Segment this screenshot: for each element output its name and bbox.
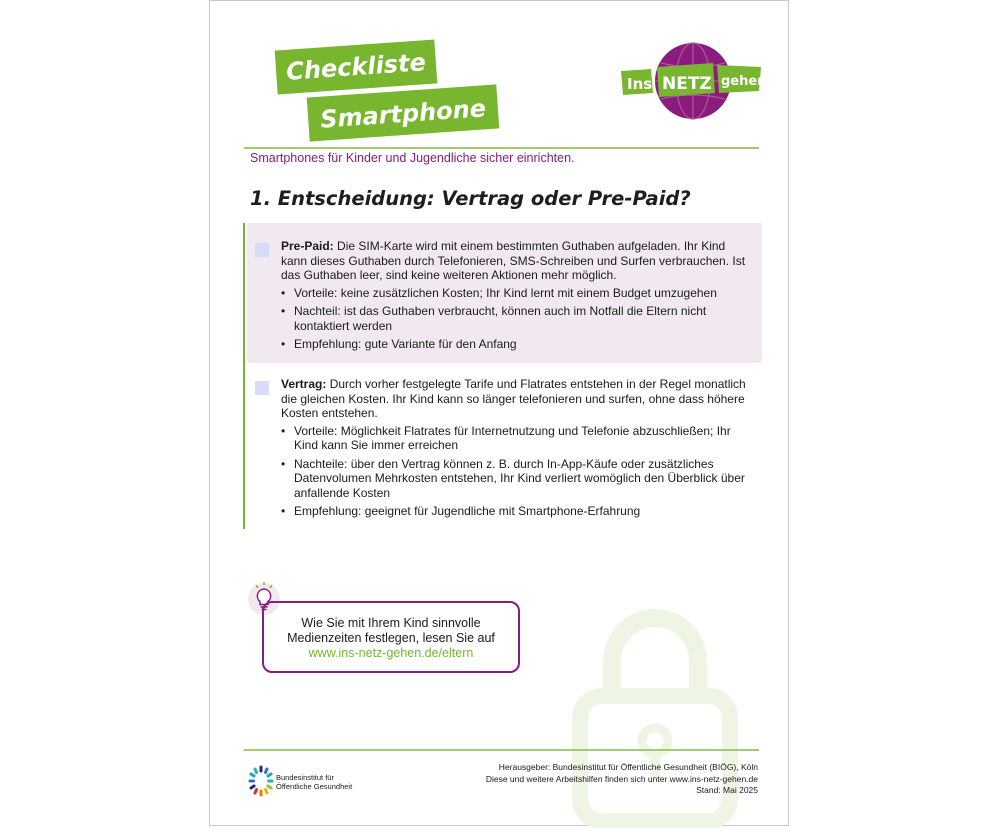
bioeg-logo bbox=[246, 763, 276, 799]
tip-line-2: Medienzeiten festlegen, lesen Sie auf bbox=[287, 631, 495, 645]
footer-divider bbox=[244, 749, 759, 751]
smartphone-tag: Smartphone bbox=[307, 84, 500, 141]
contract-square-icon bbox=[255, 381, 269, 395]
contract-paragraph bbox=[281, 377, 750, 421]
contract-block bbox=[255, 377, 750, 523]
prepaid-square-icon bbox=[255, 243, 269, 257]
prepaid-paragraph bbox=[281, 239, 750, 283]
org-name-line-2: Öffentliche Gesundheit bbox=[276, 782, 353, 791]
list-item: • Nachteile: über den Vertrag können z. B. durch In-App-Käufe oder zusätzliches Datenvolumen Mehrkosten entstehen, Ihr Kind verliert womöglich den Überblick über anfallende Kosten bbox=[281, 457, 750, 501]
contract-label: Vertrag: bbox=[281, 377, 327, 391]
tip-line-1: Wie Sie mit Ihrem Kind sinnvolle bbox=[301, 616, 481, 630]
footer-info bbox=[398, 762, 758, 797]
document-page bbox=[209, 0, 789, 826]
prepaid-text: Die SIM-Karte wird mit einem bestimmten Guthaben aufgeladen. Ihr Kind kann dieses Guthaben durch Telefonieren, SMS-Schreiben und Surfen verbrauchen. Ist das Guthaben leer, sind keine weiteren Aktionen mehr möglich. bbox=[281, 239, 746, 282]
contract-text: Durch vorher festgelegte Tarife und Flatrates entstehen in der Regel monatlich die gleichen Kosten. Ihr Kind kann so länger telefonieren und surfen, ohne dass höhere Kosten entstehen. bbox=[281, 377, 746, 420]
svg-text:Ins: Ins bbox=[627, 75, 653, 93]
more-line[interactable]: Diese und weitere Arbeitshilfen finden sich unter www.ins-netz-gehen.de bbox=[485, 773, 758, 784]
svg-text:NETZ: NETZ bbox=[662, 74, 712, 94]
prepaid-block bbox=[255, 239, 750, 356]
ins-netz-gehen-logo bbox=[621, 41, 767, 125]
list-item: • Nachteil: ist das Guthaben verbraucht, können auch im Notfall die Eltern nicht kontaktiert werden bbox=[281, 304, 750, 333]
tip-link[interactable]: www.ins-netz-gehen.de/eltern bbox=[308, 646, 474, 660]
contract-list bbox=[255, 424, 750, 519]
prepaid-list bbox=[255, 286, 750, 352]
org-name-line-1: Bundesinstitut für bbox=[276, 773, 334, 782]
list-item: • Empfehlung: gute Variante für den Anfang bbox=[281, 337, 750, 352]
checklist-tag: Checkliste bbox=[275, 39, 438, 94]
list-item: • Vorteile: keine zusätzlichen Kosten; Ihr Kind lernt mit einem Budget umzugehen bbox=[281, 286, 750, 301]
publisher-line: Herausgeber: Bundesinstitut für Öffentliche Gesundheit (BIÖG), Köln bbox=[498, 762, 758, 772]
date-line: Stand: Mai 2025 bbox=[696, 785, 758, 795]
page-subtitle: Smartphones für Kinder und Jugendliche sicher einrichten. bbox=[250, 151, 575, 165]
list-item: • Vorteile: Möglichkeit Flatrates für Internetnutzung und Telefonie abzuschließen; Ihr Kind kann Sie immer erreichen bbox=[281, 424, 750, 453]
decision-section bbox=[243, 223, 762, 529]
org-name bbox=[276, 773, 352, 791]
prepaid-label: Pre-Paid: bbox=[281, 239, 334, 253]
tip-box bbox=[262, 601, 520, 673]
svg-text:gehen: gehen bbox=[721, 74, 767, 89]
list-item: • Empfehlung: geeignet für Jugendliche mit Smartphone-Erfahrung bbox=[281, 504, 750, 519]
section-heading: 1. Entscheidung: Vertrag oder Pre-Paid? bbox=[250, 187, 691, 210]
header-divider bbox=[244, 147, 759, 149]
